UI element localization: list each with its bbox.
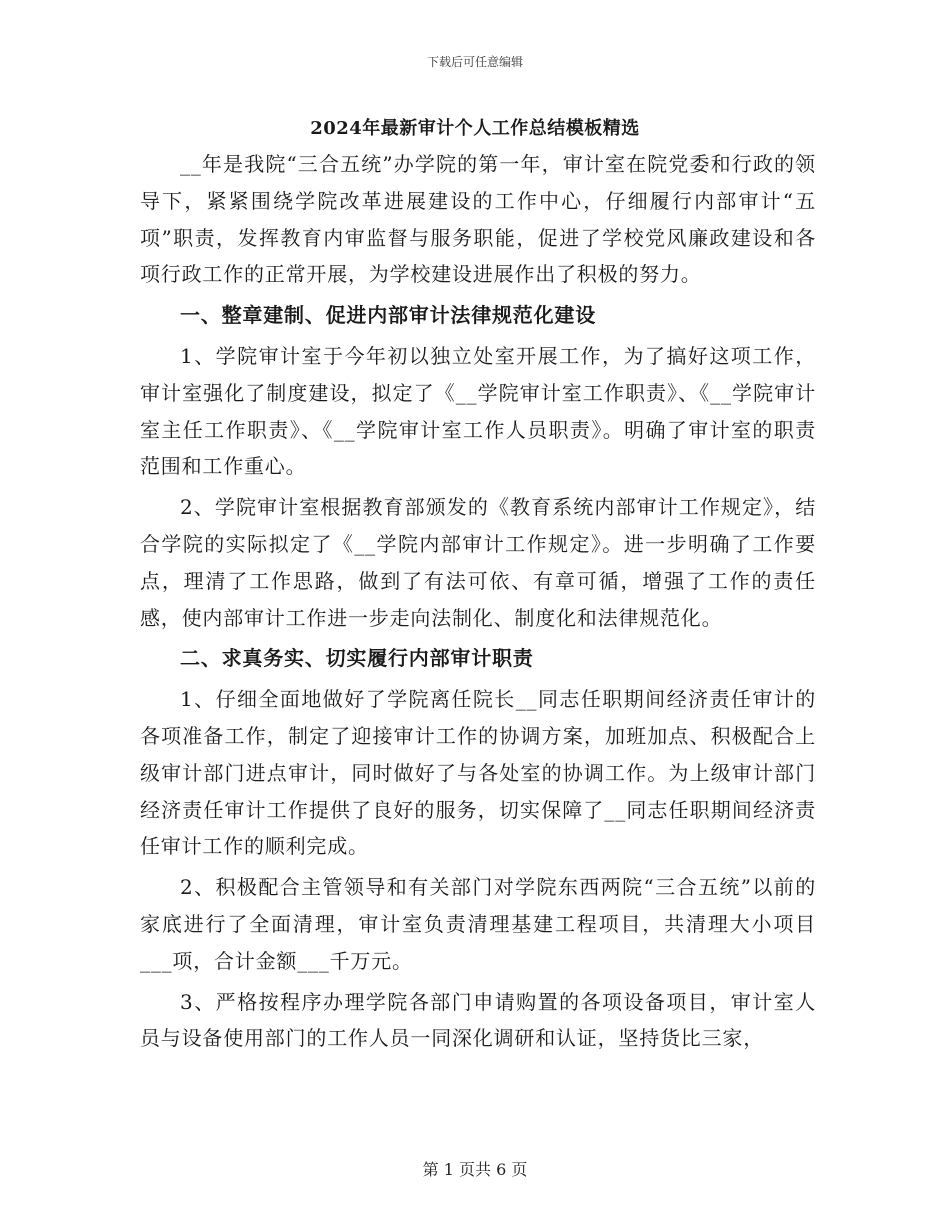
paragraph-2-3: 3、严格按程序办理学院各部门申请购置的各项设备项目，审计室人员与设备使用部门的工作人员一同深化调研和认证，坚持货比三家，: [140, 989, 816, 1051]
paragraph-2-1: 1、仔细全面地做好了学院离任院长__同志任职期间经济责任审计的各项准备工作，制定了迎接审计工作的协调方案，加班加点、积极配合上级审计部门进点审计，同时做好了与各处室的协调工作。为上级审计部门经济责任审计工作提供了良好的服务，切实保障了__同志任职期间经济责任审计工作的顺利完成。: [140, 687, 816, 859]
paragraph-1-2: 2、学院审计室根据教育部颁发的《教育系统内部审计工作规定》，结合学院的实际拟定了《__学院内部审计工作规定》。进一步明确了工作要点，理清了工作思路，做到了有法可依、有章可循，增强了工作的责任感，使内部审计工作进一步走向法制化、制度化和法律规范化。: [140, 495, 816, 630]
page-header-note: 下载后可任意编辑: [426, 55, 523, 69]
section-heading-1: 一、整章建制、促进内部审计法律规范化建设: [180, 303, 596, 328]
document-body: [140, 146, 816, 1061]
paragraph-1-1: 1、学院审计室于今年初以独立处室开展工作，为了搞好这项工作，审计室强化了制度建设，拟定了《__学院审计室工作职责》、《__学院审计室主任工作职责》、《__学院审计室工作人员职责》。明确了审计室的职责范围和工作重心。: [140, 343, 816, 479]
page-number: 第 1 页共 6 页: [422, 1160, 528, 1179]
paragraph-2-2: 2、积极配合主管领导和有关部门对学院东西两院“三合五统”以前的家底进行了全面清理，审计室负责清理基建工程项目，共清理大小项目___项，合计金额___千万元。: [140, 875, 816, 973]
section-heading-2: 二、求真务实、切实履行内部审计职责: [180, 646, 534, 671]
document-title: 2024年最新审计个人工作总结模板精选: [310, 118, 640, 139]
paragraph-intro: __年是我院“三合五统”办学院的第一年，审计室在院党委和行政的领导下，紧紧围绕学院改革进展建设的工作中心，仔细履行内部审计“五项”职责，发挥教育内审监督与服务职能，促进了学校党风廉政建设和各项行政工作的正常开展，为学校建设进展作出了积极的努力。: [140, 152, 816, 287]
